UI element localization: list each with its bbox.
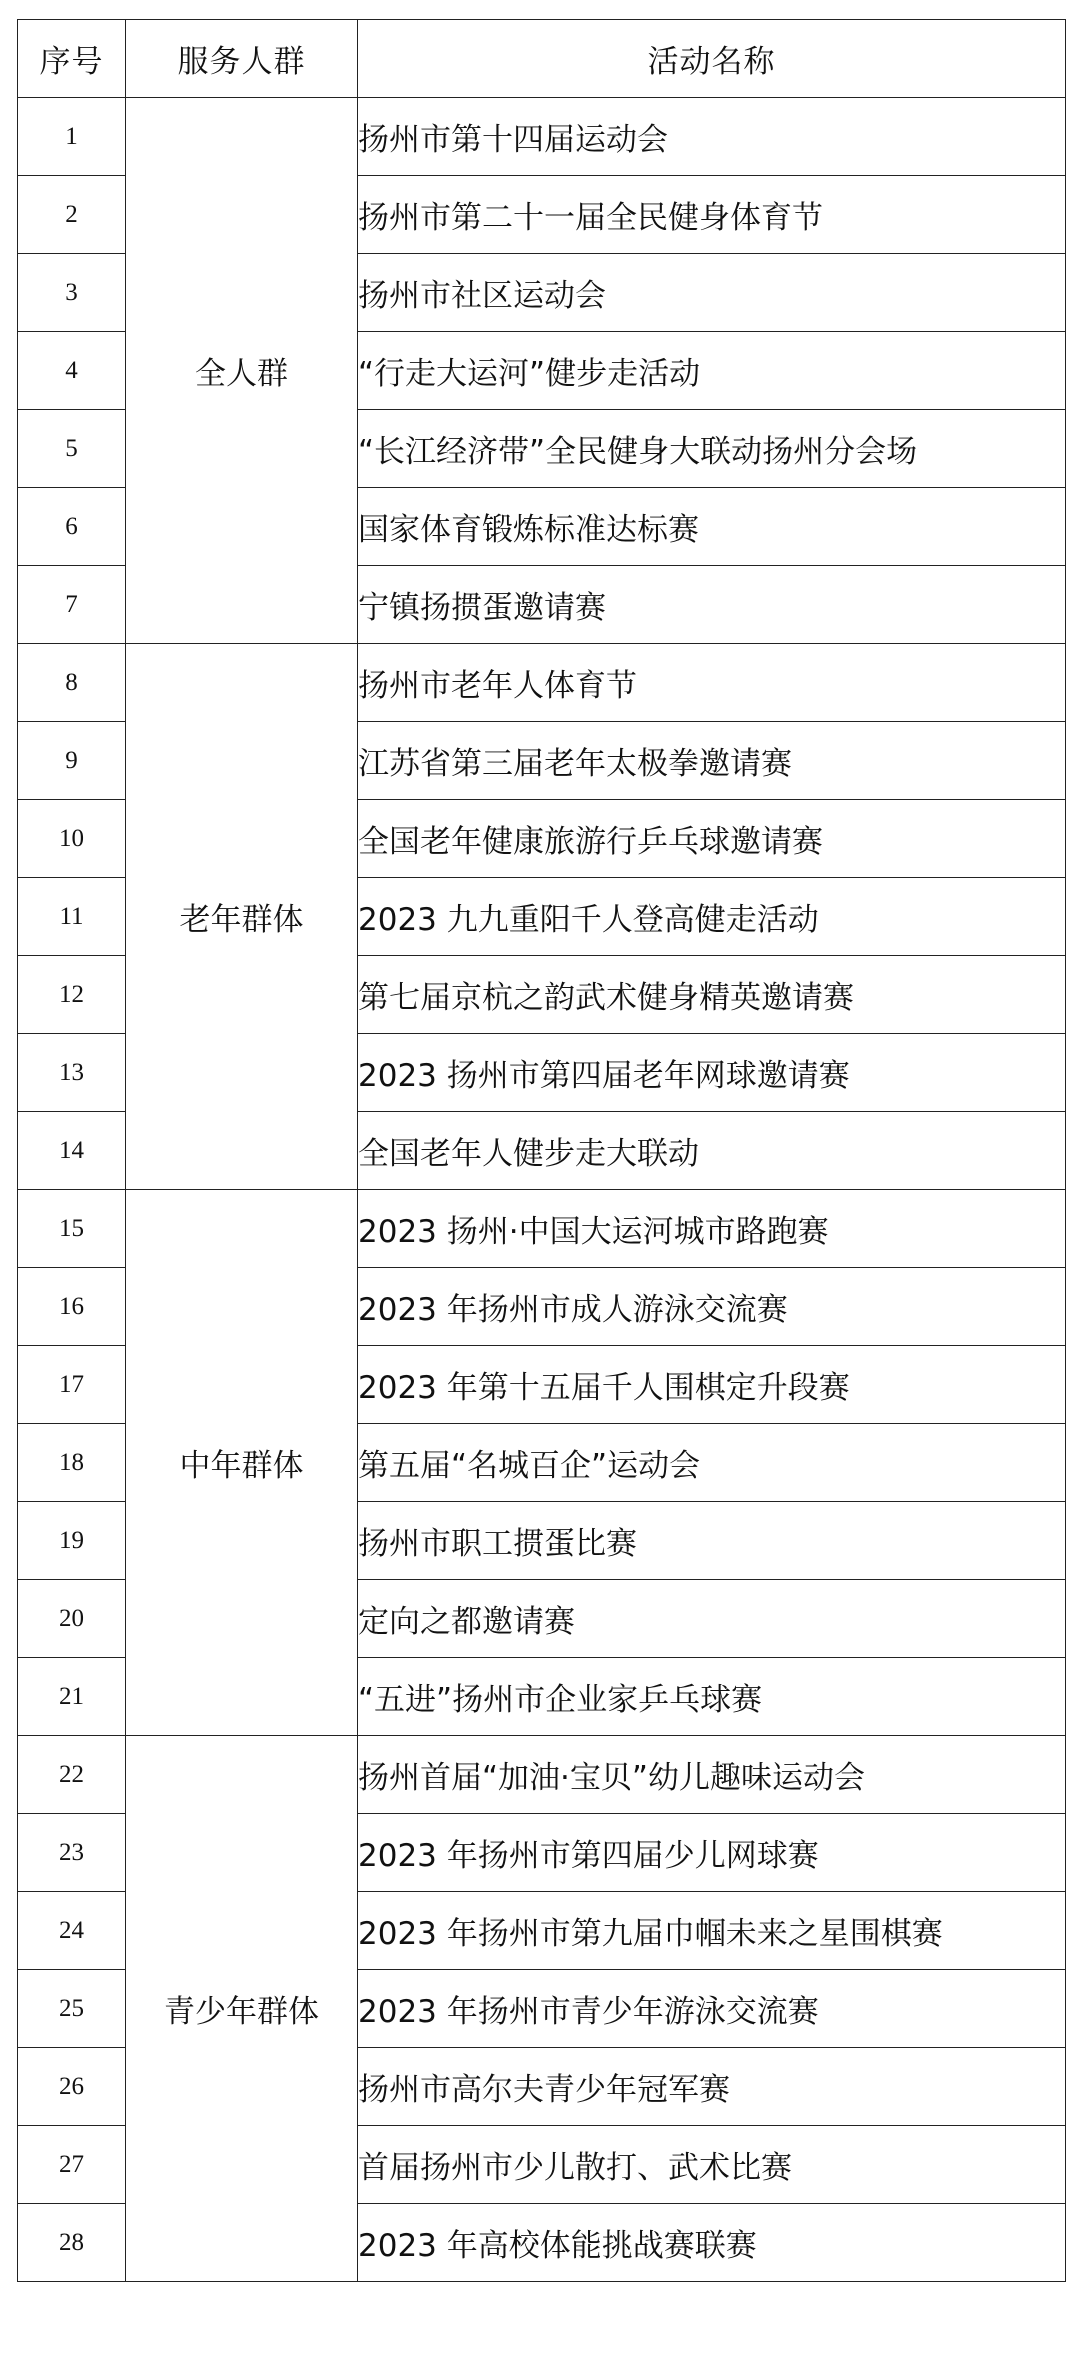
- row-index: 2: [18, 176, 126, 254]
- activity-name: 扬州市职工掼蛋比赛: [358, 1502, 1066, 1580]
- activity-name: 扬州市老年人体育节: [358, 644, 1066, 722]
- row-index: 8: [18, 644, 126, 722]
- activity-name: 扬州市第二十一届全民健身体育节: [358, 176, 1066, 254]
- activity-name: 扬州市第十四届运动会: [358, 98, 1066, 176]
- activity-name: “长江经济带”全民健身大联动扬州分会场: [358, 410, 1066, 488]
- activity-name: 2023 年扬州市第四届少儿网球赛: [358, 1814, 1066, 1892]
- row-index: 9: [18, 722, 126, 800]
- group-cell: 全人群: [126, 98, 358, 644]
- activity-name: 2023 九九重阳千人登高健走活动: [358, 878, 1066, 956]
- activity-name: 定向之都邀请赛: [358, 1580, 1066, 1658]
- activity-name: 第五届“名城百企”运动会: [358, 1424, 1066, 1502]
- row-index: 11: [18, 878, 126, 956]
- row-index: 6: [18, 488, 126, 566]
- row-index: 15: [18, 1190, 126, 1268]
- activity-name: 2023 年扬州市青少年游泳交流赛: [358, 1970, 1066, 2048]
- row-index: 4: [18, 332, 126, 410]
- row-index: 7: [18, 566, 126, 644]
- row-index: 26: [18, 2048, 126, 2126]
- table-row: [18, 1736, 1066, 1814]
- row-index: 19: [18, 1502, 126, 1580]
- row-index: 23: [18, 1814, 126, 1892]
- activity-name: 宁镇扬掼蛋邀请赛: [358, 566, 1066, 644]
- activity-name: 2023 年扬州市成人游泳交流赛: [358, 1268, 1066, 1346]
- activity-name: “行走大运河”健步走活动: [358, 332, 1066, 410]
- activity-name: 首届扬州市少儿散打、武术比赛: [358, 2126, 1066, 2204]
- row-index: 16: [18, 1268, 126, 1346]
- row-index: 13: [18, 1034, 126, 1112]
- activity-name: 扬州市高尔夫青少年冠军赛: [358, 2048, 1066, 2126]
- header-index: 序号: [18, 20, 126, 98]
- row-index: 20: [18, 1580, 126, 1658]
- row-index: 5: [18, 410, 126, 488]
- row-index: 1: [18, 98, 126, 176]
- activity-name: 2023 年高校体能挑战赛联赛: [358, 2204, 1066, 2282]
- activity-name: 2023 扬州市第四届老年网球邀请赛: [358, 1034, 1066, 1112]
- row-index: 21: [18, 1658, 126, 1736]
- row-index: 24: [18, 1892, 126, 1970]
- activity-table: [17, 19, 1066, 2282]
- row-index: 17: [18, 1346, 126, 1424]
- activity-name: 全国老年健康旅游行乒乓球邀请赛: [358, 800, 1066, 878]
- header-group: 服务人群: [126, 20, 358, 98]
- table-row: [18, 98, 1066, 176]
- row-index: 12: [18, 956, 126, 1034]
- row-index: 27: [18, 2126, 126, 2204]
- activity-name: 国家体育锻炼标准达标赛: [358, 488, 1066, 566]
- row-index: 18: [18, 1424, 126, 1502]
- activity-name: 扬州市社区运动会: [358, 254, 1066, 332]
- activity-name: 第七届京杭之韵武术健身精英邀请赛: [358, 956, 1066, 1034]
- row-index: 22: [18, 1736, 126, 1814]
- group-cell: 中年群体: [126, 1190, 358, 1736]
- header-activity: 活动名称: [358, 20, 1066, 98]
- row-index: 3: [18, 254, 126, 332]
- table-row: [18, 644, 1066, 722]
- row-index: 14: [18, 1112, 126, 1190]
- row-index: 25: [18, 1970, 126, 2048]
- activity-name: 全国老年人健步走大联动: [358, 1112, 1066, 1190]
- row-index: 28: [18, 2204, 126, 2282]
- activity-name: “五进”扬州市企业家乒乓球赛: [358, 1658, 1066, 1736]
- activity-name: 2023 年扬州市第九届巾帼未来之星围棋赛: [358, 1892, 1066, 1970]
- group-cell: 青少年群体: [126, 1736, 358, 2282]
- activity-name: 江苏省第三届老年太极拳邀请赛: [358, 722, 1066, 800]
- activity-name: 2023 年第十五届千人围棋定升段赛: [358, 1346, 1066, 1424]
- group-cell: 老年群体: [126, 644, 358, 1190]
- activity-name: 扬州首届“加油·宝贝”幼儿趣味运动会: [358, 1736, 1066, 1814]
- activity-name: 2023 扬州·中国大运河城市路跑赛: [358, 1190, 1066, 1268]
- table-body: [18, 98, 1066, 2282]
- row-index: 10: [18, 800, 126, 878]
- table-row: [18, 1190, 1066, 1268]
- table-header-row: [18, 20, 1066, 98]
